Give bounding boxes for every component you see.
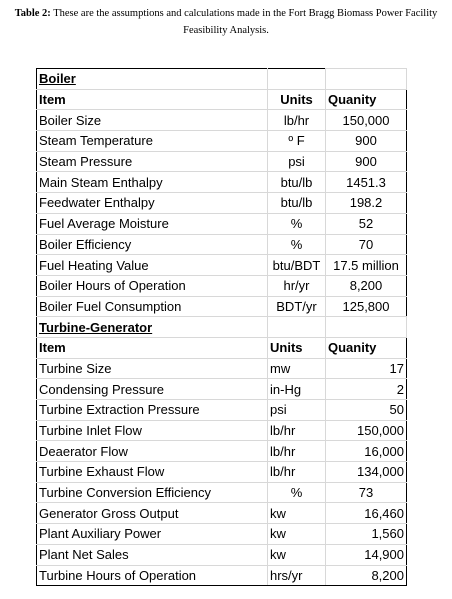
- empty-cell: [326, 69, 407, 90]
- turbine-units-cell: lb/hr: [268, 420, 326, 441]
- boiler-table-row: [37, 151, 407, 172]
- turbine-value-cell: 8,200: [326, 565, 407, 586]
- boiler-section-title: Boiler: [37, 69, 268, 90]
- boiler-item-cell: Steam Temperature: [37, 131, 268, 152]
- boiler-value-cell: 52: [326, 213, 407, 234]
- turbine-section-title: Turbine-Generator: [37, 317, 268, 338]
- turbine-table-row: [37, 462, 407, 483]
- boiler-value-cell: 900: [326, 151, 407, 172]
- turbine-table-row: [37, 358, 407, 379]
- boiler-item-cell: Boiler Fuel Consumption: [37, 296, 268, 317]
- boiler-item-cell: Feedwater Enthalpy: [37, 193, 268, 214]
- turbine-units-cell: kw: [268, 524, 326, 545]
- turbine-table-row: [37, 565, 407, 586]
- caption-label: Table 2:: [14, 8, 51, 19]
- turbine-value-cell: 16,460: [326, 503, 407, 524]
- boiler-units-header: Units: [268, 89, 326, 110]
- boiler-table-row: [37, 131, 407, 152]
- turbine-value-cell: 17: [326, 358, 407, 379]
- turbine-item-cell: Turbine Hours of Operation: [37, 565, 268, 586]
- boiler-item-header: Item: [37, 89, 268, 110]
- boiler-value-cell: 900: [326, 131, 407, 152]
- turbine-table-row: [37, 420, 407, 441]
- boiler-quantity-header: Quanity: [326, 89, 407, 110]
- boiler-units-cell: %: [268, 213, 326, 234]
- boiler-table-row: [37, 275, 407, 296]
- turbine-quantity-header: Quanity: [326, 337, 407, 358]
- boiler-item-cell: Fuel Average Moisture: [37, 213, 268, 234]
- turbine-item-cell: Turbine Exhaust Flow: [37, 462, 268, 483]
- empty-cell: [268, 317, 326, 338]
- turbine-units-cell: hrs/yr: [268, 565, 326, 586]
- turbine-item-cell: Turbine Inlet Flow: [37, 420, 268, 441]
- assumptions-table: [36, 68, 407, 586]
- turbine-item-cell: Turbine Conversion Efficiency: [37, 482, 268, 503]
- turbine-item-cell: Deaerator Flow: [37, 441, 268, 462]
- turbine-value-cell: 16,000: [326, 441, 407, 462]
- empty-cell: [326, 317, 407, 338]
- caption-text: These are the assumptions and calculations made in the Fort Bragg Biomass Power Facility Feasibility Analysis.: [53, 8, 438, 36]
- turbine-units-cell: mw: [268, 358, 326, 379]
- boiler-units-cell: hr/yr: [268, 275, 326, 296]
- boiler-units-cell: btu/lb: [268, 193, 326, 214]
- turbine-value-cell: 73: [326, 482, 407, 503]
- turbine-value-cell: 2: [326, 379, 407, 400]
- boiler-units-cell: %: [268, 234, 326, 255]
- boiler-value-cell: 125,800: [326, 296, 407, 317]
- turbine-value-cell: 1,560: [326, 524, 407, 545]
- turbine-units-cell: kw: [268, 544, 326, 565]
- assumptions-table-wrap: [36, 68, 407, 586]
- boiler-item-cell: Fuel Heating Value: [37, 255, 268, 276]
- turbine-item-header: Item: [37, 337, 268, 358]
- boiler-item-cell: Boiler Size: [37, 110, 268, 131]
- turbine-table-row: [37, 400, 407, 421]
- turbine-table-row: [37, 503, 407, 524]
- empty-cell: [268, 69, 326, 90]
- boiler-table-row: [37, 110, 407, 131]
- turbine-value-cell: 150,000: [326, 420, 407, 441]
- turbine-header-row: [37, 337, 407, 358]
- turbine-table-row: [37, 544, 407, 565]
- turbine-item-cell: Plant Auxiliary Power: [37, 524, 268, 545]
- boiler-units-cell: BDT/yr: [268, 296, 326, 317]
- boiler-header-row: [37, 89, 407, 110]
- boiler-units-cell: lb/hr: [268, 110, 326, 131]
- turbine-section: [37, 317, 407, 586]
- turbine-item-cell: Turbine Size: [37, 358, 268, 379]
- boiler-value-cell: 8,200: [326, 275, 407, 296]
- turbine-units-cell: psi: [268, 400, 326, 421]
- turbine-units-cell: lb/hr: [268, 441, 326, 462]
- turbine-units-header: Units: [268, 337, 326, 358]
- boiler-table-row: [37, 213, 407, 234]
- turbine-item-cell: Generator Gross Output: [37, 503, 268, 524]
- boiler-item-cell: Steam Pressure: [37, 151, 268, 172]
- turbine-units-cell: in-Hg: [268, 379, 326, 400]
- boiler-value-cell: 70: [326, 234, 407, 255]
- turbine-table-row: [37, 524, 407, 545]
- turbine-table-row: [37, 379, 407, 400]
- boiler-item-cell: Boiler Efficiency: [37, 234, 268, 255]
- turbine-units-cell: lb/hr: [268, 462, 326, 483]
- boiler-units-cell: º F: [268, 131, 326, 152]
- boiler-table-row: [37, 234, 407, 255]
- turbine-value-cell: 50: [326, 400, 407, 421]
- turbine-units-cell: %: [268, 482, 326, 503]
- boiler-table-row: [37, 255, 407, 276]
- turbine-item-cell: Turbine Extraction Pressure: [37, 400, 268, 421]
- boiler-value-cell: 150,000: [326, 110, 407, 131]
- turbine-item-cell: Condensing Pressure: [37, 379, 268, 400]
- turbine-units-cell: kw: [268, 503, 326, 524]
- table-caption: [6, 5, 446, 39]
- boiler-value-cell: 17.5 million: [326, 255, 407, 276]
- boiler-table-row: [37, 193, 407, 214]
- turbine-table-row: [37, 482, 407, 503]
- boiler-item-cell: Boiler Hours of Operation: [37, 275, 268, 296]
- boiler-section: [37, 69, 407, 317]
- boiler-table-row: [37, 172, 407, 193]
- boiler-units-cell: psi: [268, 151, 326, 172]
- boiler-units-cell: btu/lb: [268, 172, 326, 193]
- turbine-item-cell: Plant Net Sales: [37, 544, 268, 565]
- boiler-item-cell: Main Steam Enthalpy: [37, 172, 268, 193]
- turbine-title-row: [37, 317, 407, 338]
- boiler-value-cell: 198.2: [326, 193, 407, 214]
- turbine-value-cell: 14,900: [326, 544, 407, 565]
- boiler-units-cell: btu/BDT: [268, 255, 326, 276]
- boiler-value-cell: 1451.3: [326, 172, 407, 193]
- turbine-value-cell: 134,000: [326, 462, 407, 483]
- turbine-table-row: [37, 441, 407, 462]
- boiler-title-row: [37, 69, 407, 90]
- boiler-table-row: [37, 296, 407, 317]
